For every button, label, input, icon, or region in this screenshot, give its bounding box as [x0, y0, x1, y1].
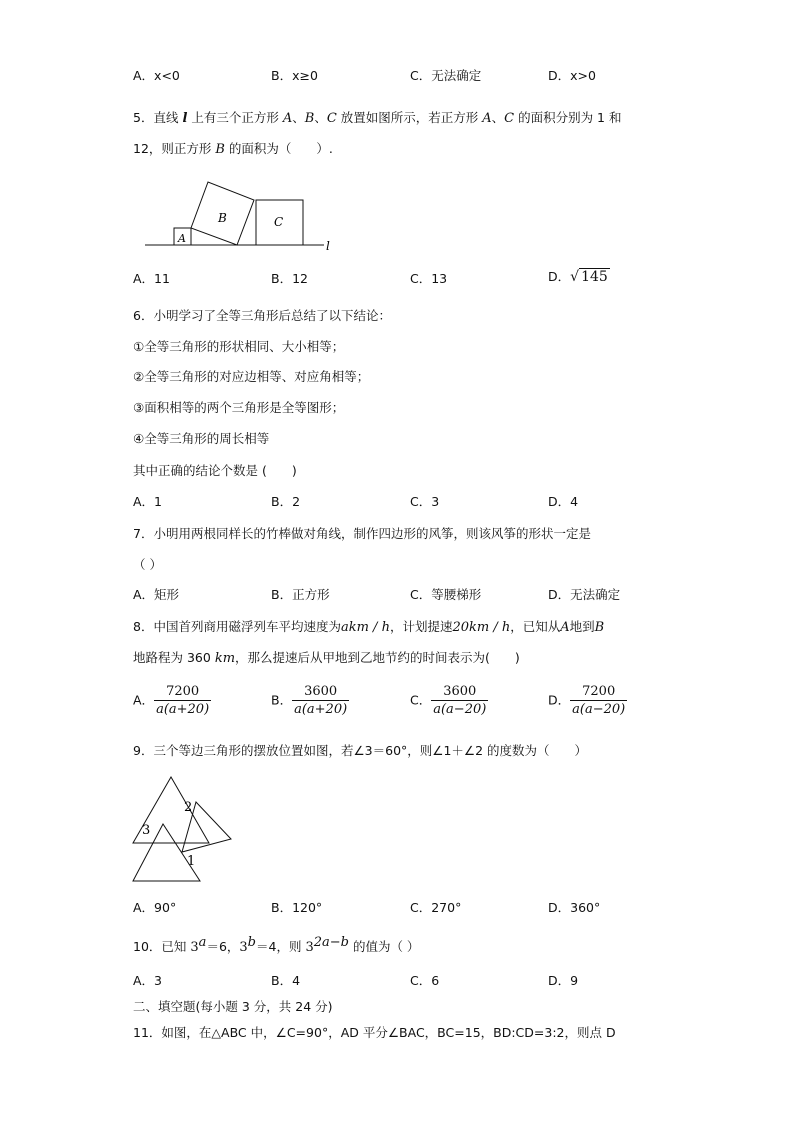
q6-option-d: D．4: [548, 494, 579, 509]
fraction-denominator: a(a−20): [433, 702, 487, 717]
q8-option-b: [271, 683, 349, 719]
q5-text: 的面积为（ ）.: [224, 141, 333, 156]
q10-exponent: b: [247, 935, 256, 950]
q5-option-d: [548, 268, 610, 286]
q5-text: 放置如图所示，若正方形: [336, 110, 483, 125]
q6-item-1: ①全等三角形的形状相同、大小相等；: [133, 339, 345, 354]
fraction: [570, 683, 627, 719]
q10-base: 3: [190, 940, 199, 956]
q6-stem: 6．小明学习了全等三角形后总结了以下结论：: [133, 308, 391, 323]
fraction-numerator: 7200: [570, 683, 627, 701]
q6-option-a: A．1: [133, 494, 163, 509]
q5-var: A: [482, 111, 492, 126]
q5-stem-line1: [133, 109, 621, 128]
fraction-denominator: a(a+20): [156, 702, 210, 717]
label-a: A: [178, 232, 186, 245]
section-heading: 二、填空题(每小题 3 分，共 24 分): [133, 999, 333, 1014]
q8-text: ，计划提速: [389, 619, 453, 634]
q5-text: 5．直线: [133, 110, 183, 125]
q10-exponent: 2a−b: [313, 935, 349, 950]
q8-option-label: B．: [271, 692, 293, 708]
q9-triangles-figure: [130, 775, 240, 890]
q5-squares-figure: [140, 176, 340, 256]
angle-label-3: 3: [142, 823, 151, 838]
q4-option-b: B．x≥0: [271, 68, 318, 83]
q7-option-c: C．等腰梯形: [410, 587, 482, 602]
q4-option-a: A．x<0: [133, 68, 180, 83]
label-c: C: [274, 215, 284, 229]
q5-var: B: [304, 111, 315, 126]
q8-option-a: [133, 683, 211, 719]
q10-base: 3: [305, 940, 314, 956]
q10-option-d: D．9: [548, 973, 579, 988]
q7-option-b: B．正方形: [271, 587, 330, 602]
q7-option-a: A．矩形: [133, 587, 180, 602]
fraction-denominator: a(a+20): [294, 702, 348, 717]
fraction-denominator: a(a−20): [572, 702, 626, 717]
q5-text: 的面积分别为 1 和: [514, 110, 622, 125]
q8-option-label: C．: [410, 692, 432, 708]
q5-text: 、: [491, 110, 505, 125]
q8-text: 地到: [569, 619, 595, 634]
q7-option-d: D．无法确定: [548, 587, 621, 602]
q6-question: 其中正确的结论个数是 ( ): [133, 463, 297, 478]
q5-text: 、: [292, 110, 305, 125]
q8-stem-line2: [133, 649, 520, 668]
q10-option-a: A．3: [133, 973, 163, 988]
q5-option-d-label: D．: [548, 269, 571, 284]
q11-stem: 11．如图，在△ABC 中，∠C=90°，AD 平分∠BAC，BC=15，BD:CD=3:2，则点 D: [133, 1025, 616, 1040]
q8-option-label: D．: [548, 692, 571, 708]
q6-item-2: ②全等三角形的对应边相等、对应角相等；: [133, 369, 370, 384]
label-l: l: [326, 239, 330, 253]
q8-text: 8．中国首列商用磁浮列车平均速度为: [133, 619, 341, 634]
q5-text: 、: [314, 110, 327, 125]
q5-option-b: B．12: [271, 271, 308, 286]
q5-stem-line2: [133, 140, 333, 159]
q10-text: 10．已知: [133, 939, 191, 955]
q4-option-c: C．无法确定: [410, 68, 482, 83]
q8-text: ，那么提速后从甲地到乙地节约的时间表示为( ): [235, 650, 520, 665]
q6-item-4: ④全等三角形的周长相等: [133, 431, 270, 446]
q6-option-c: C．3: [410, 494, 440, 509]
q7-stem-line1: 7．小明用两根同样长的竹棒做对角线，制作四边形的风筝，则该风筝的形状一定是: [133, 526, 591, 541]
q9-option-c: C．270°: [410, 900, 462, 915]
q5-text: 上有三个正方形: [187, 110, 283, 125]
fraction: [154, 683, 211, 719]
q6-option-b: B．2: [271, 494, 301, 509]
q5-option-a: A．11: [133, 271, 170, 286]
q8-text: 地路程为 360: [133, 650, 215, 665]
fraction-numerator: 3600: [431, 683, 488, 701]
q5-var: C: [326, 111, 337, 126]
q9-option-b: B．120°: [271, 900, 323, 915]
angle-label-2: 2: [184, 800, 193, 815]
q10-stem: [133, 934, 419, 957]
q10-text: ＝6，: [206, 939, 240, 955]
q8-point-a: A: [560, 620, 570, 635]
sqrt-expression: √ 145: [570, 269, 608, 285]
q8-option-label: A．: [133, 692, 155, 708]
fraction-numerator: 7200: [154, 683, 211, 701]
q9-option-a: A．90°: [133, 900, 177, 915]
q8-option-c: [410, 683, 488, 719]
q8-stem-line1: [133, 618, 604, 637]
q4-option-d: D．x>0: [548, 68, 596, 83]
q5-text: 12，则正方形: [133, 141, 216, 156]
q8-unit: km: [214, 651, 236, 666]
q8-point-b: B: [594, 620, 605, 635]
q7-stem-line2: （ ）: [133, 557, 162, 572]
fraction: [431, 683, 488, 719]
fraction-numerator: 3600: [292, 683, 349, 701]
q9-option-d: D．360°: [548, 900, 601, 915]
q8-text: ，已知从: [510, 619, 561, 634]
fraction: [292, 683, 349, 719]
q10-text: ＝4，则: [256, 939, 306, 955]
label-b: B: [218, 211, 227, 225]
q10-option-b: B．4: [271, 973, 301, 988]
q8-option-d: [548, 683, 627, 719]
q10-exponent: a: [198, 935, 207, 950]
q8-increase: 20km / h: [452, 620, 511, 635]
q5-var: A: [282, 111, 293, 126]
q5-option-c: C．13: [410, 271, 448, 286]
q5-var: B: [215, 142, 225, 157]
angle-label-1: 1: [187, 854, 196, 869]
q10-option-c: C．6: [410, 973, 440, 988]
q5-var-l: l: [182, 111, 188, 126]
q10-text: 的值为（ ）: [348, 939, 420, 955]
q10-base: 3: [239, 940, 248, 956]
q5-var: C: [504, 111, 515, 126]
sqrt-radicand: 145: [581, 269, 608, 285]
q8-speed: akm / h: [340, 620, 390, 635]
q6-item-3: ③面积相等的两个三角形是全等图形；: [133, 400, 345, 415]
q9-stem: 9．三个等边三角形的摆放位置如图，若∠3＝60°，则∠1＋∠2 的度数为（ ）: [133, 743, 588, 758]
